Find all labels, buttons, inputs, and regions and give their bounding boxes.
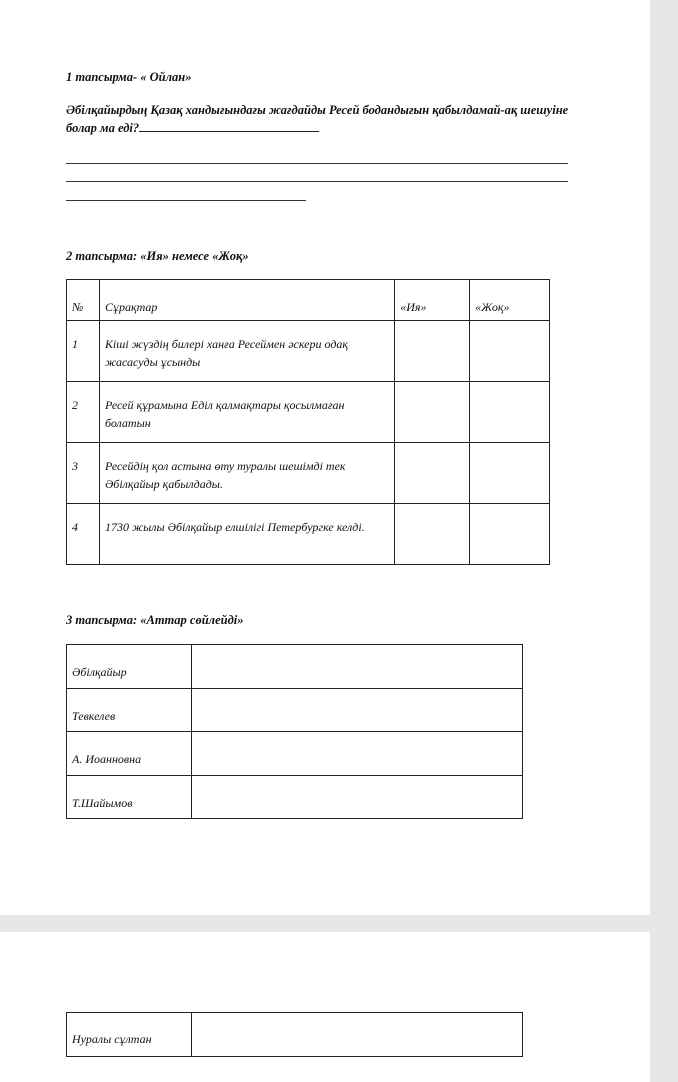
row-number: 2	[67, 382, 100, 443]
answer-line-3[interactable]	[66, 200, 306, 201]
name-cell: Т.Шайымов	[67, 775, 192, 819]
row-number: 1	[67, 321, 100, 382]
answer-cell[interactable]	[191, 645, 522, 689]
yes-answer-cell[interactable]	[395, 504, 470, 565]
no-answer-cell[interactable]	[470, 443, 550, 504]
answer-cell[interactable]	[191, 1013, 522, 1057]
table-row	[67, 775, 523, 819]
no-answer-cell[interactable]	[470, 321, 550, 382]
header-no: «Жоқ»	[470, 280, 550, 321]
names-table-continued	[66, 1012, 523, 1057]
row-question: 1730 жылы Әбілқайыр елшілігі Петербургке келді.	[99, 504, 394, 565]
row-question: Кіші жүздің билері ханға Ресеймен әскери одақ жасасуды ұсынды	[99, 321, 394, 382]
answer-blank-inline[interactable]	[139, 119, 319, 132]
name-cell: А. Иоанновна	[67, 732, 192, 776]
answer-cell[interactable]	[191, 732, 522, 776]
document-page-2	[0, 932, 650, 1082]
table-row	[67, 732, 523, 776]
yes-answer-cell[interactable]	[395, 321, 470, 382]
table-row	[67, 688, 523, 732]
task2-heading: 2 тапсырма: «Ия» немесе «Жоқ»	[66, 249, 249, 263]
answer-cell[interactable]	[191, 688, 522, 732]
name-cell: Нуралы сұлтан	[67, 1013, 192, 1057]
names-table	[66, 644, 523, 819]
yes-answer-cell[interactable]	[395, 382, 470, 443]
header-yes: «Ия»	[395, 280, 470, 321]
row-question: Ресейдің қол астына өту туралы шешімді тек Әбілқайыр қабылдады.	[99, 443, 394, 504]
name-cell: Әбілқайыр	[67, 645, 192, 689]
table-header-row	[67, 280, 550, 321]
table-row	[67, 321, 550, 382]
answer-line-1[interactable]	[66, 163, 568, 164]
no-answer-cell[interactable]	[470, 504, 550, 565]
table-row	[67, 1013, 523, 1057]
table-row	[67, 645, 523, 689]
header-number: №	[67, 280, 100, 321]
name-cell: Тевкелев	[67, 688, 192, 732]
yes-no-table	[66, 279, 550, 565]
table-row	[67, 382, 550, 443]
task3-heading: 3 тапсырма: «Аттар сөйлейді»	[66, 613, 244, 627]
answer-cell[interactable]	[191, 775, 522, 819]
header-question: Сұрақтар	[99, 280, 394, 321]
task1-question-text: Әбілқайырдың Қазақ хандығындағы жағдайды Ресей бодандығын қабылдамай-ақ шешуіне болар ма еді?	[66, 103, 569, 135]
row-number: 4	[67, 504, 100, 565]
answer-line-2[interactable]	[66, 181, 568, 182]
row-number: 3	[67, 443, 100, 504]
task1-heading: 1 тапсырма- « Ойлан»	[66, 70, 192, 84]
task1-question	[66, 101, 576, 137]
no-answer-cell[interactable]	[470, 382, 550, 443]
table-row	[67, 504, 550, 565]
yes-answer-cell[interactable]	[395, 443, 470, 504]
table-row	[67, 443, 550, 504]
row-question: Ресей құрамына Еділ қалмақтары қосылмаған болатын	[99, 382, 394, 443]
